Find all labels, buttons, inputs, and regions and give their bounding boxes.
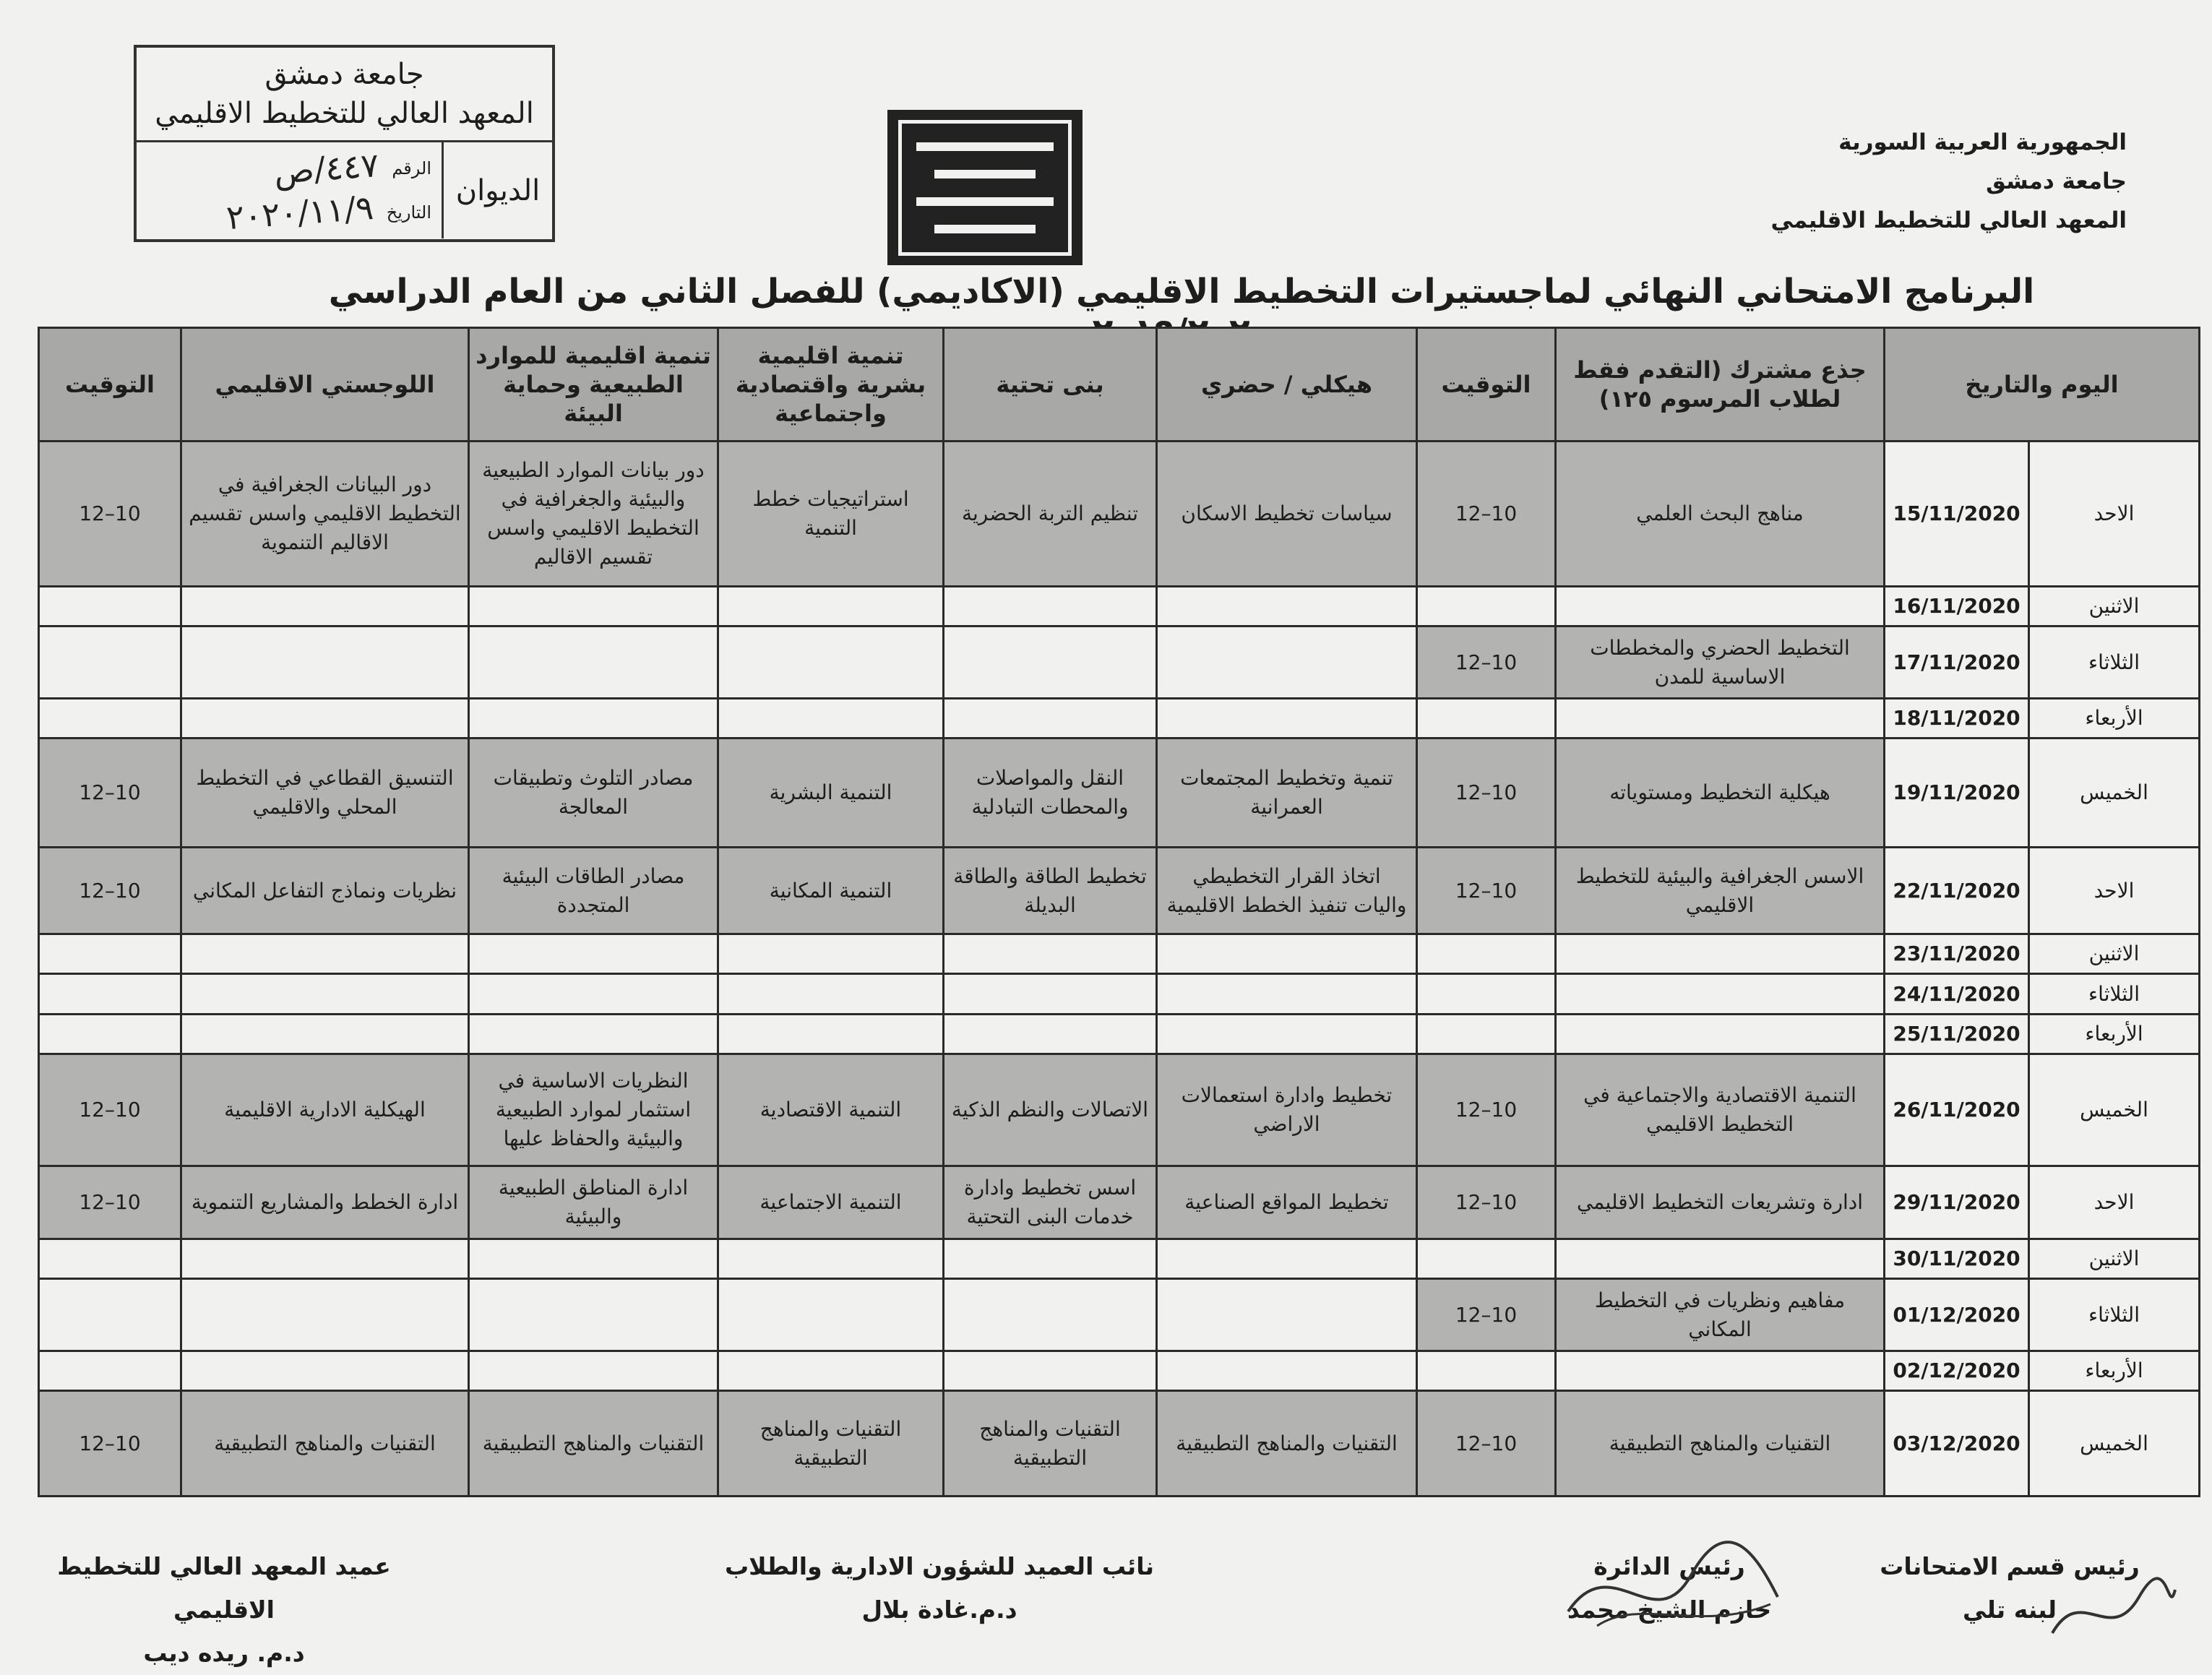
cell-structural xyxy=(1157,1278,1417,1351)
cell-day: الأربعاء xyxy=(2029,1351,2200,1391)
signature-name: حازم الشيخ محمد xyxy=(1567,1596,1772,1624)
cell-structural: تنمية وتخطيط المجتمعات العمرانية xyxy=(1157,739,1417,848)
cell-date: 24/11/2020 xyxy=(1885,974,2029,1014)
cell-infra: اسس تخطيط وادارة خدمات البنى التحتية xyxy=(944,1166,1157,1239)
cell-human: التنمية الاقتصادية xyxy=(718,1054,944,1166)
cell-date: 19/11/2020 xyxy=(1885,739,2029,848)
handwritten-signature xyxy=(2038,1575,2182,1655)
cell-human xyxy=(718,699,944,739)
cell-human xyxy=(718,586,944,626)
stamp-date-value: ٢٠٢٠/١١/٩ xyxy=(225,187,375,237)
cell-day: الاثنين xyxy=(2029,586,2200,626)
cell-logistic xyxy=(181,626,469,698)
cell-core xyxy=(1556,974,1885,1014)
cell-date: 22/11/2020 xyxy=(1885,847,2029,934)
cell-time: 10–12 xyxy=(1417,739,1556,848)
cell-logistic xyxy=(181,1239,469,1278)
logo-calligraphy xyxy=(898,120,1072,256)
letterhead xyxy=(1693,123,2127,240)
cell-time: 10–12 xyxy=(1417,1054,1556,1166)
cell-human xyxy=(718,1239,944,1278)
table-row xyxy=(39,1391,2200,1497)
stamp-university: جامعة دمشق xyxy=(264,58,424,91)
cell-core: ادارة وتشريعات التخطيط الاقليمي xyxy=(1556,1166,1885,1239)
cell-nature xyxy=(469,699,718,739)
header-logistic: اللوجستي الاقليمي xyxy=(181,328,469,442)
cell-day: الثلاثاء xyxy=(2029,626,2200,698)
cell-nature xyxy=(469,934,718,974)
cell-time xyxy=(1417,1351,1556,1391)
logo-stroke xyxy=(916,142,1054,151)
cell-day: الاثنين xyxy=(2029,1239,2200,1278)
cell-logistic: نظريات ونماذج التفاعل المكاني xyxy=(181,847,469,934)
cell-human xyxy=(718,626,944,698)
cell-structural xyxy=(1157,699,1417,739)
cell-date: 29/11/2020 xyxy=(1885,1166,2029,1239)
cell-time xyxy=(39,1239,181,1278)
cell-core xyxy=(1556,699,1885,739)
cell-nature: دور بيانات الموارد الطبيعية والبيئية والجغرافية في التخطيط الاقليمي واسس تقسيم الاقاليم xyxy=(469,442,718,587)
signature-dean xyxy=(18,1545,430,1675)
cell-human xyxy=(718,1278,944,1351)
cell-time: 10–12 xyxy=(39,1391,181,1497)
cell-logistic: الهيكلية الادارية الاقليمية xyxy=(181,1054,469,1166)
stamp-number-value: ٤٤٧/ص xyxy=(272,145,381,192)
cell-infra xyxy=(944,974,1157,1014)
cell-time xyxy=(39,626,181,698)
cell-time xyxy=(39,699,181,739)
cell-infra xyxy=(944,586,1157,626)
stamp-date-row xyxy=(147,187,431,237)
cell-nature xyxy=(469,586,718,626)
cell-time: 10–12 xyxy=(39,739,181,848)
cell-date: 30/11/2020 xyxy=(1885,1239,2029,1278)
cell-core xyxy=(1556,1351,1885,1391)
cell-infra: تخطيط الطاقة والطاقة البديلة xyxy=(944,847,1157,934)
header-infra: بنى تحتية xyxy=(944,328,1157,442)
cell-logistic: ادارة الخطط والمشاريع التنموية xyxy=(181,1166,469,1239)
cell-time: 10–12 xyxy=(1417,1166,1556,1239)
logo-stroke xyxy=(934,170,1036,178)
cell-time: 10–12 xyxy=(39,1054,181,1166)
cell-core xyxy=(1556,934,1885,974)
cell-logistic xyxy=(181,1014,469,1054)
cell-core xyxy=(1556,1014,1885,1054)
cell-nature xyxy=(469,974,718,1014)
cell-infra xyxy=(944,1239,1157,1278)
cell-time: 10–12 xyxy=(1417,1391,1556,1497)
signature-title: نائب العميد للشؤون الادارية والطلاب xyxy=(725,1552,1154,1580)
exam-schedule-table xyxy=(38,327,2200,1497)
cell-core: مفاهيم ونظريات في التخطيط المكاني xyxy=(1556,1278,1885,1351)
document-title: البرنامج الامتحاني النهائي لماجستيرات التخطيط الاقليمي (الاكاديمي) للفصل الثاني من العام الدراسي xyxy=(328,272,2035,311)
cell-logistic xyxy=(181,699,469,739)
cell-nature: التقنيات والمناهج التطبيقية xyxy=(469,1391,718,1497)
cell-day: الأربعاء xyxy=(2029,1014,2200,1054)
logo-stroke xyxy=(934,225,1036,233)
cell-logistic: التقنيات والمناهج التطبيقية xyxy=(181,1391,469,1497)
stamp-institute: المعهد العالي للتخطيط الاقليمي xyxy=(155,97,534,130)
table-header-row xyxy=(39,328,2200,442)
cell-logistic xyxy=(181,1278,469,1351)
cell-core: هيكلية التخطيط ومستوياته xyxy=(1556,739,1885,848)
table-row xyxy=(39,1239,2200,1278)
cell-logistic xyxy=(181,586,469,626)
table-row xyxy=(39,1166,2200,1239)
stamp-date-label: التاريخ xyxy=(386,202,431,223)
signature-name: د.م.غادة بلال xyxy=(861,1596,1017,1624)
cell-nature xyxy=(469,1014,718,1054)
cell-nature: مصادر الطاقات البيئية المتجددة xyxy=(469,847,718,934)
table-row xyxy=(39,586,2200,626)
office-stamp xyxy=(134,45,555,242)
stamp-number-label: الرقم xyxy=(392,158,431,179)
header-day-date: اليوم والتاريخ xyxy=(1885,328,2200,442)
cell-time: 10–12 xyxy=(1417,626,1556,698)
stamp-header xyxy=(137,48,552,142)
cell-structural xyxy=(1157,1014,1417,1054)
cell-structural: تخطيط المواقع الصناعية xyxy=(1157,1166,1417,1239)
table-row xyxy=(39,974,2200,1014)
cell-core: مناهج البحث العلمي xyxy=(1556,442,1885,587)
cell-infra xyxy=(944,1351,1157,1391)
cell-structural: تخطيط وادارة استعمالات الاراضي xyxy=(1157,1054,1417,1166)
cell-day: الثلاثاء xyxy=(2029,1278,2200,1351)
cell-time: 10–12 xyxy=(39,1166,181,1239)
cell-nature: النظريات الاساسية في استثمار لموارد الطبيعية والبيئية والحفاظ عليها xyxy=(469,1054,718,1166)
cell-core: الاسس الجغرافية والبيئية للتخطيط الاقليمي xyxy=(1556,847,1885,934)
cell-day: الاثنين xyxy=(2029,934,2200,974)
cell-day: الثلاثاء xyxy=(2029,974,2200,1014)
stamp-fields xyxy=(137,142,442,238)
cell-time xyxy=(39,586,181,626)
cell-human: التنمية المكانية xyxy=(718,847,944,934)
cell-time: 10–12 xyxy=(1417,442,1556,587)
cell-date: 02/12/2020 xyxy=(1885,1351,2029,1391)
cell-date: 26/11/2020 xyxy=(1885,1054,2029,1166)
header-time: التوقيت xyxy=(1417,328,1556,442)
table-row xyxy=(39,442,2200,587)
cell-human: التقنيات والمناهج التطبيقية xyxy=(718,1391,944,1497)
cell-infra xyxy=(944,626,1157,698)
cell-nature xyxy=(469,1278,718,1351)
cell-day: الخميس xyxy=(2029,1054,2200,1166)
cell-human xyxy=(718,974,944,1014)
table-row xyxy=(39,1278,2200,1351)
cell-infra xyxy=(944,699,1157,739)
cell-nature xyxy=(469,1239,718,1278)
cell-human xyxy=(718,1014,944,1054)
cell-structural xyxy=(1157,1239,1417,1278)
cell-human xyxy=(718,1351,944,1391)
cell-time xyxy=(39,1278,181,1351)
cell-structural: اتخاذ القرار التخطيطي واليات تنفيذ الخطط الاقليمية xyxy=(1157,847,1417,934)
table-row xyxy=(39,934,2200,974)
cell-date: 03/12/2020 xyxy=(1885,1391,2029,1497)
cell-time xyxy=(39,1014,181,1054)
cell-date: 01/12/2020 xyxy=(1885,1278,2029,1351)
cell-structural xyxy=(1157,1351,1417,1391)
cell-time: 10–12 xyxy=(1417,1278,1556,1351)
cell-time xyxy=(1417,586,1556,626)
cell-date: 17/11/2020 xyxy=(1885,626,2029,698)
cell-logistic xyxy=(181,1351,469,1391)
cell-core: التقنيات والمناهج التطبيقية xyxy=(1556,1391,1885,1497)
header-nature: تنمية اقليمية للموارد الطبيعية وحماية البيئة xyxy=(469,328,718,442)
cell-date: 16/11/2020 xyxy=(1885,586,2029,626)
cell-day: الخميس xyxy=(2029,739,2200,848)
cell-human: التنمية الاجتماعية xyxy=(718,1166,944,1239)
table-row xyxy=(39,739,2200,848)
cell-core: التنمية الاقتصادية والاجتماعية في التخطيط الاقليمي xyxy=(1556,1054,1885,1166)
cell-infra xyxy=(944,1278,1157,1351)
cell-time xyxy=(1417,699,1556,739)
cell-infra: التقنيات والمناهج التطبيقية xyxy=(944,1391,1157,1497)
cell-day: الاحد xyxy=(2029,1166,2200,1239)
cell-core xyxy=(1556,1239,1885,1278)
cell-core: التخطيط الحضري والمخططات الاساسية للمدن xyxy=(1556,626,1885,698)
cell-logistic: التنسيق القطاعي في التخطيط المحلي والاقليمي xyxy=(181,739,469,848)
signature-deputy xyxy=(723,1545,1156,1632)
cell-day: الخميس xyxy=(2029,1391,2200,1497)
cell-human xyxy=(718,934,944,974)
cell-time: 10–12 xyxy=(39,442,181,587)
table-row xyxy=(39,847,2200,934)
cell-structural: سياسات تخطيط الاسكان xyxy=(1157,442,1417,587)
header-human: تنمية اقليمية بشرية واقتصادية واجتماعية xyxy=(718,328,944,442)
cell-infra: الاتصالات والنظم الذكية xyxy=(944,1054,1157,1166)
logo-stroke xyxy=(916,197,1054,206)
cell-infra xyxy=(944,934,1157,974)
stamp-number-row xyxy=(147,145,431,192)
cell-human: التنمية البشرية xyxy=(718,739,944,848)
cell-structural xyxy=(1157,626,1417,698)
stamp-diwan: الديوان xyxy=(442,142,552,238)
letterhead-university: جامعة دمشق xyxy=(1986,168,2127,194)
table-row xyxy=(39,1351,2200,1391)
cell-time xyxy=(39,1351,181,1391)
signature-title: عميد المعهد العالي للتخطيط الاقليمي xyxy=(57,1552,391,1624)
cell-time xyxy=(1417,1239,1556,1278)
cell-infra: تنظيم التربة الحضرية xyxy=(944,442,1157,587)
cell-day: الأربعاء xyxy=(2029,699,2200,739)
cell-nature xyxy=(469,1351,718,1391)
cell-day: الاحد xyxy=(2029,847,2200,934)
cell-date: 23/11/2020 xyxy=(1885,934,2029,974)
cell-structural xyxy=(1157,586,1417,626)
cell-time xyxy=(1417,1014,1556,1054)
cell-nature: مصادر التلوث وتطبيقات المعالجة xyxy=(469,739,718,848)
signature-name: لبنه تلي xyxy=(1962,1596,2057,1624)
cell-time xyxy=(1417,934,1556,974)
cell-time xyxy=(39,974,181,1014)
letterhead-institute: المعهد العالي للتخطيط الاقليمي xyxy=(1770,207,2127,233)
cell-logistic: دور البيانات الجغرافية في التخطيط الاقليمي واسس تقسيم الاقاليم التنموية xyxy=(181,442,469,587)
cell-date: 25/11/2020 xyxy=(1885,1014,2029,1054)
cell-time: 10–12 xyxy=(39,847,181,934)
cell-day: الاحد xyxy=(2029,442,2200,587)
cell-time: 10–12 xyxy=(1417,847,1556,934)
signature-name: د.م. ريده ديب xyxy=(143,1639,305,1667)
cell-structural: التقنيات والمناهج التطبيقية xyxy=(1157,1391,1417,1497)
table-row xyxy=(39,1054,2200,1166)
table-row xyxy=(39,1014,2200,1054)
header-core: جذع مشترك (التقدم فقط لطلاب المرسوم ١٢٥) xyxy=(1556,328,1885,442)
header-structural: هيكلي / حضري xyxy=(1157,328,1417,442)
cell-time xyxy=(1417,974,1556,1014)
cell-infra xyxy=(944,1014,1157,1054)
handwritten-signature xyxy=(1554,1532,1792,1640)
cell-nature xyxy=(469,626,718,698)
cell-core xyxy=(1556,586,1885,626)
cell-nature: ادارة المناطق الطبيعية والبيئية xyxy=(469,1166,718,1239)
cell-human: استراتيجيات خطط التنمية xyxy=(718,442,944,587)
cell-time xyxy=(39,934,181,974)
header-time: التوقيت xyxy=(39,328,181,442)
signature-title: رئيس الدائرة xyxy=(1593,1552,1745,1580)
stamp-fields-row xyxy=(137,142,552,238)
letterhead-country: الجمهورية العربية السورية xyxy=(1838,129,2127,155)
cell-infra: النقل والمواصلات والمحطات التبادلية xyxy=(944,739,1157,848)
cell-date: 15/11/2020 xyxy=(1885,442,2029,587)
table-body xyxy=(39,442,2200,1497)
cell-logistic xyxy=(181,934,469,974)
table-row xyxy=(39,699,2200,739)
institute-logo xyxy=(887,110,1083,265)
cell-structural xyxy=(1157,934,1417,974)
cell-structural xyxy=(1157,974,1417,1014)
cell-date: 18/11/2020 xyxy=(1885,699,2029,739)
signature-title: رئيس قسم الامتحانات xyxy=(1880,1552,2140,1580)
table-row xyxy=(39,626,2200,698)
cell-logistic xyxy=(181,974,469,1014)
